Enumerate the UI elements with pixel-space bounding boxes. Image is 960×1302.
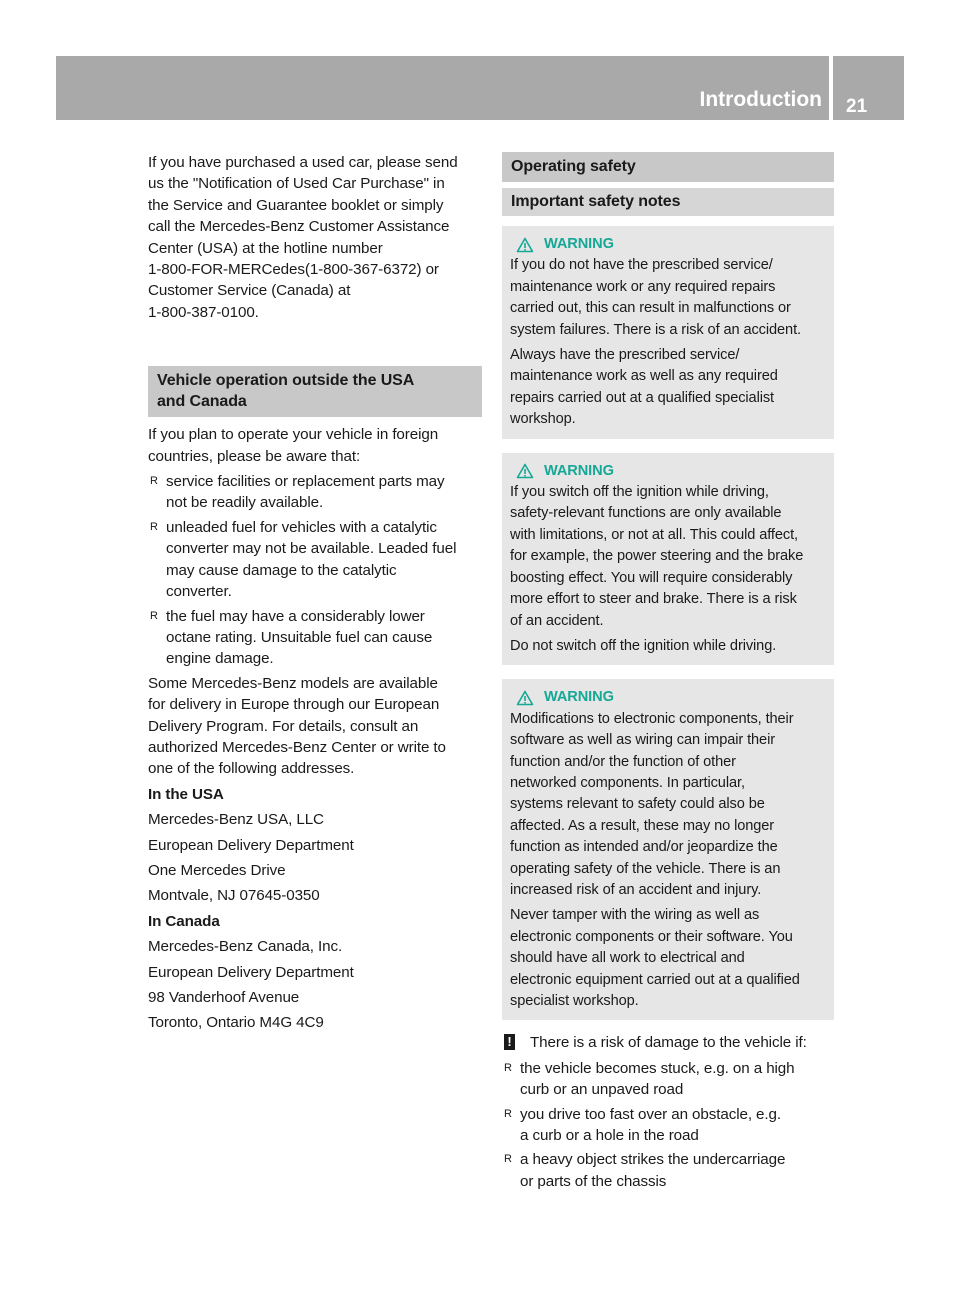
list-item: R service facilities or replacement parts may not be readily available. [150,473,445,512]
warning-text: Never tamper with the wiring as well as electronic components or their software. You should have all work to electrical and electronic equipment carried out at a qualified specialist workshop. [510,907,800,1009]
plan-paragraph: If you plan to operate your vehicle in foreign countries, please be aware that: [148,426,439,465]
warning-label: WARNING [544,236,614,252]
bullet-icon: R [150,520,158,533]
used-car-paragraph: If you have purchased a used car, please send us the "Notification of Used Car Purchase" in the Service and Guarantee booklet or simply call the Mercedes-Benz Customer Assistance Center (USA) at the hotline number 1-800-FOR-MERCedes(1-800-367-6372) or Customer Service (Canada) at 1-800-387-0100. [148,154,458,321]
warning-box [502,226,834,439]
usa-address-line: Montvale, NJ 07645-0350 [148,887,320,905]
foreign-operation-list [148,471,482,670]
bullet-icon: R [504,1061,512,1074]
canada-address-line: 98 Vanderhoof Avenue [148,989,300,1006]
header-divider [829,56,833,120]
bullet-icon: R [150,475,158,488]
warning-text: If you do not have the prescribed service/ maintenance work or any required repairs carried out, this can result in malfunctions or system failures. There is a risk of an accident. [510,257,801,338]
warning-text: Do not switch off the ignition while driving. [510,637,777,654]
section-heading-operating-safety: Operating safety [502,152,834,182]
left-column [148,152,482,1038]
list-item: R unleaded fuel for vehicles with a catalytic converter may not be available. Leaded fuel may cause damage to the catalytic converter. [150,518,457,601]
canada-heading: In Canada [148,912,220,930]
damage-list [502,1058,834,1192]
warning-triangle-icon [516,463,534,479]
usa-address-line: European Delivery Department [148,836,354,854]
delivery-paragraph: Some Mercedes-Benz models are available for delivery in Europe through our European Delivery Program. For details, consult an authorized Mercedes-Benz Center or write to one of the following addresses. [148,674,446,778]
list-item: R the vehicle becomes stuck, e.g. on a high curb or an unpaved road [504,1059,795,1099]
bullet-icon: R [504,1153,512,1166]
list-item: R the fuel may have a considerably lower octane rating. Unsuitable fuel can cause engine damage. [150,607,433,668]
warning-text: If you switch off the ignition while driving, safety-relevant functions are only available with limitations, or not at all. This could affect, for example, the power steering and the brake boosting effect. You will require considerably more effort to steer and brake. There is a risk of an accident. [510,484,804,629]
warning-label: WARNING [544,689,614,706]
canada-address-line: Toronto, Ontario M4G 4C9 [148,1014,324,1032]
list-item: R a heavy object strikes the undercarriage or parts of the chassis [504,1151,786,1190]
warning-box [502,453,834,666]
warning-text: Always have the prescribed service/ maintenance work as well as any required repairs carried out at a qualified specialist workshop. [510,347,778,428]
bullet-icon: R [504,1107,512,1120]
bullet-icon: R [150,609,158,622]
usa-address-line: Mercedes-Benz USA, LLC [148,811,324,829]
warning-triangle-icon [516,690,534,706]
usa-address-line: One Mercedes Drive [148,861,286,879]
warning-box [502,679,834,1020]
canada-address-line: Mercedes-Benz Canada, Inc. [148,938,343,956]
page-number: 21 [846,96,868,117]
canada-address-line: European Delivery Department [148,963,354,981]
right-column [502,152,834,1195]
warning-triangle-icon [516,237,534,253]
exclamation-icon: ! [504,1034,515,1050]
warning-label: WARNING [544,462,614,479]
warning-text: Modifications to electronic components, their software as well as wiring can impair their function and/or the function of other networked components. In particular, systems relevant to safety could also be affected. As a result, these may no longer function as intended and/or jeopardize the operating safety of the vehicle. There is an increased risk of an accident and injury. [510,710,794,898]
sub-heading-safety-notes: Important safety notes [502,188,834,216]
section-heading-vehicle-operation: Vehicle operation outside the USA and Canada [148,366,482,417]
list-item: R you drive too fast over an obstacle, e.g. a curb or a hole in the road [504,1105,781,1145]
chapter-title: Introduction [699,88,822,111]
damage-notice: ! There is a risk of damage to the vehicle if: [502,1032,834,1053]
usa-heading: In the USA [148,785,224,803]
